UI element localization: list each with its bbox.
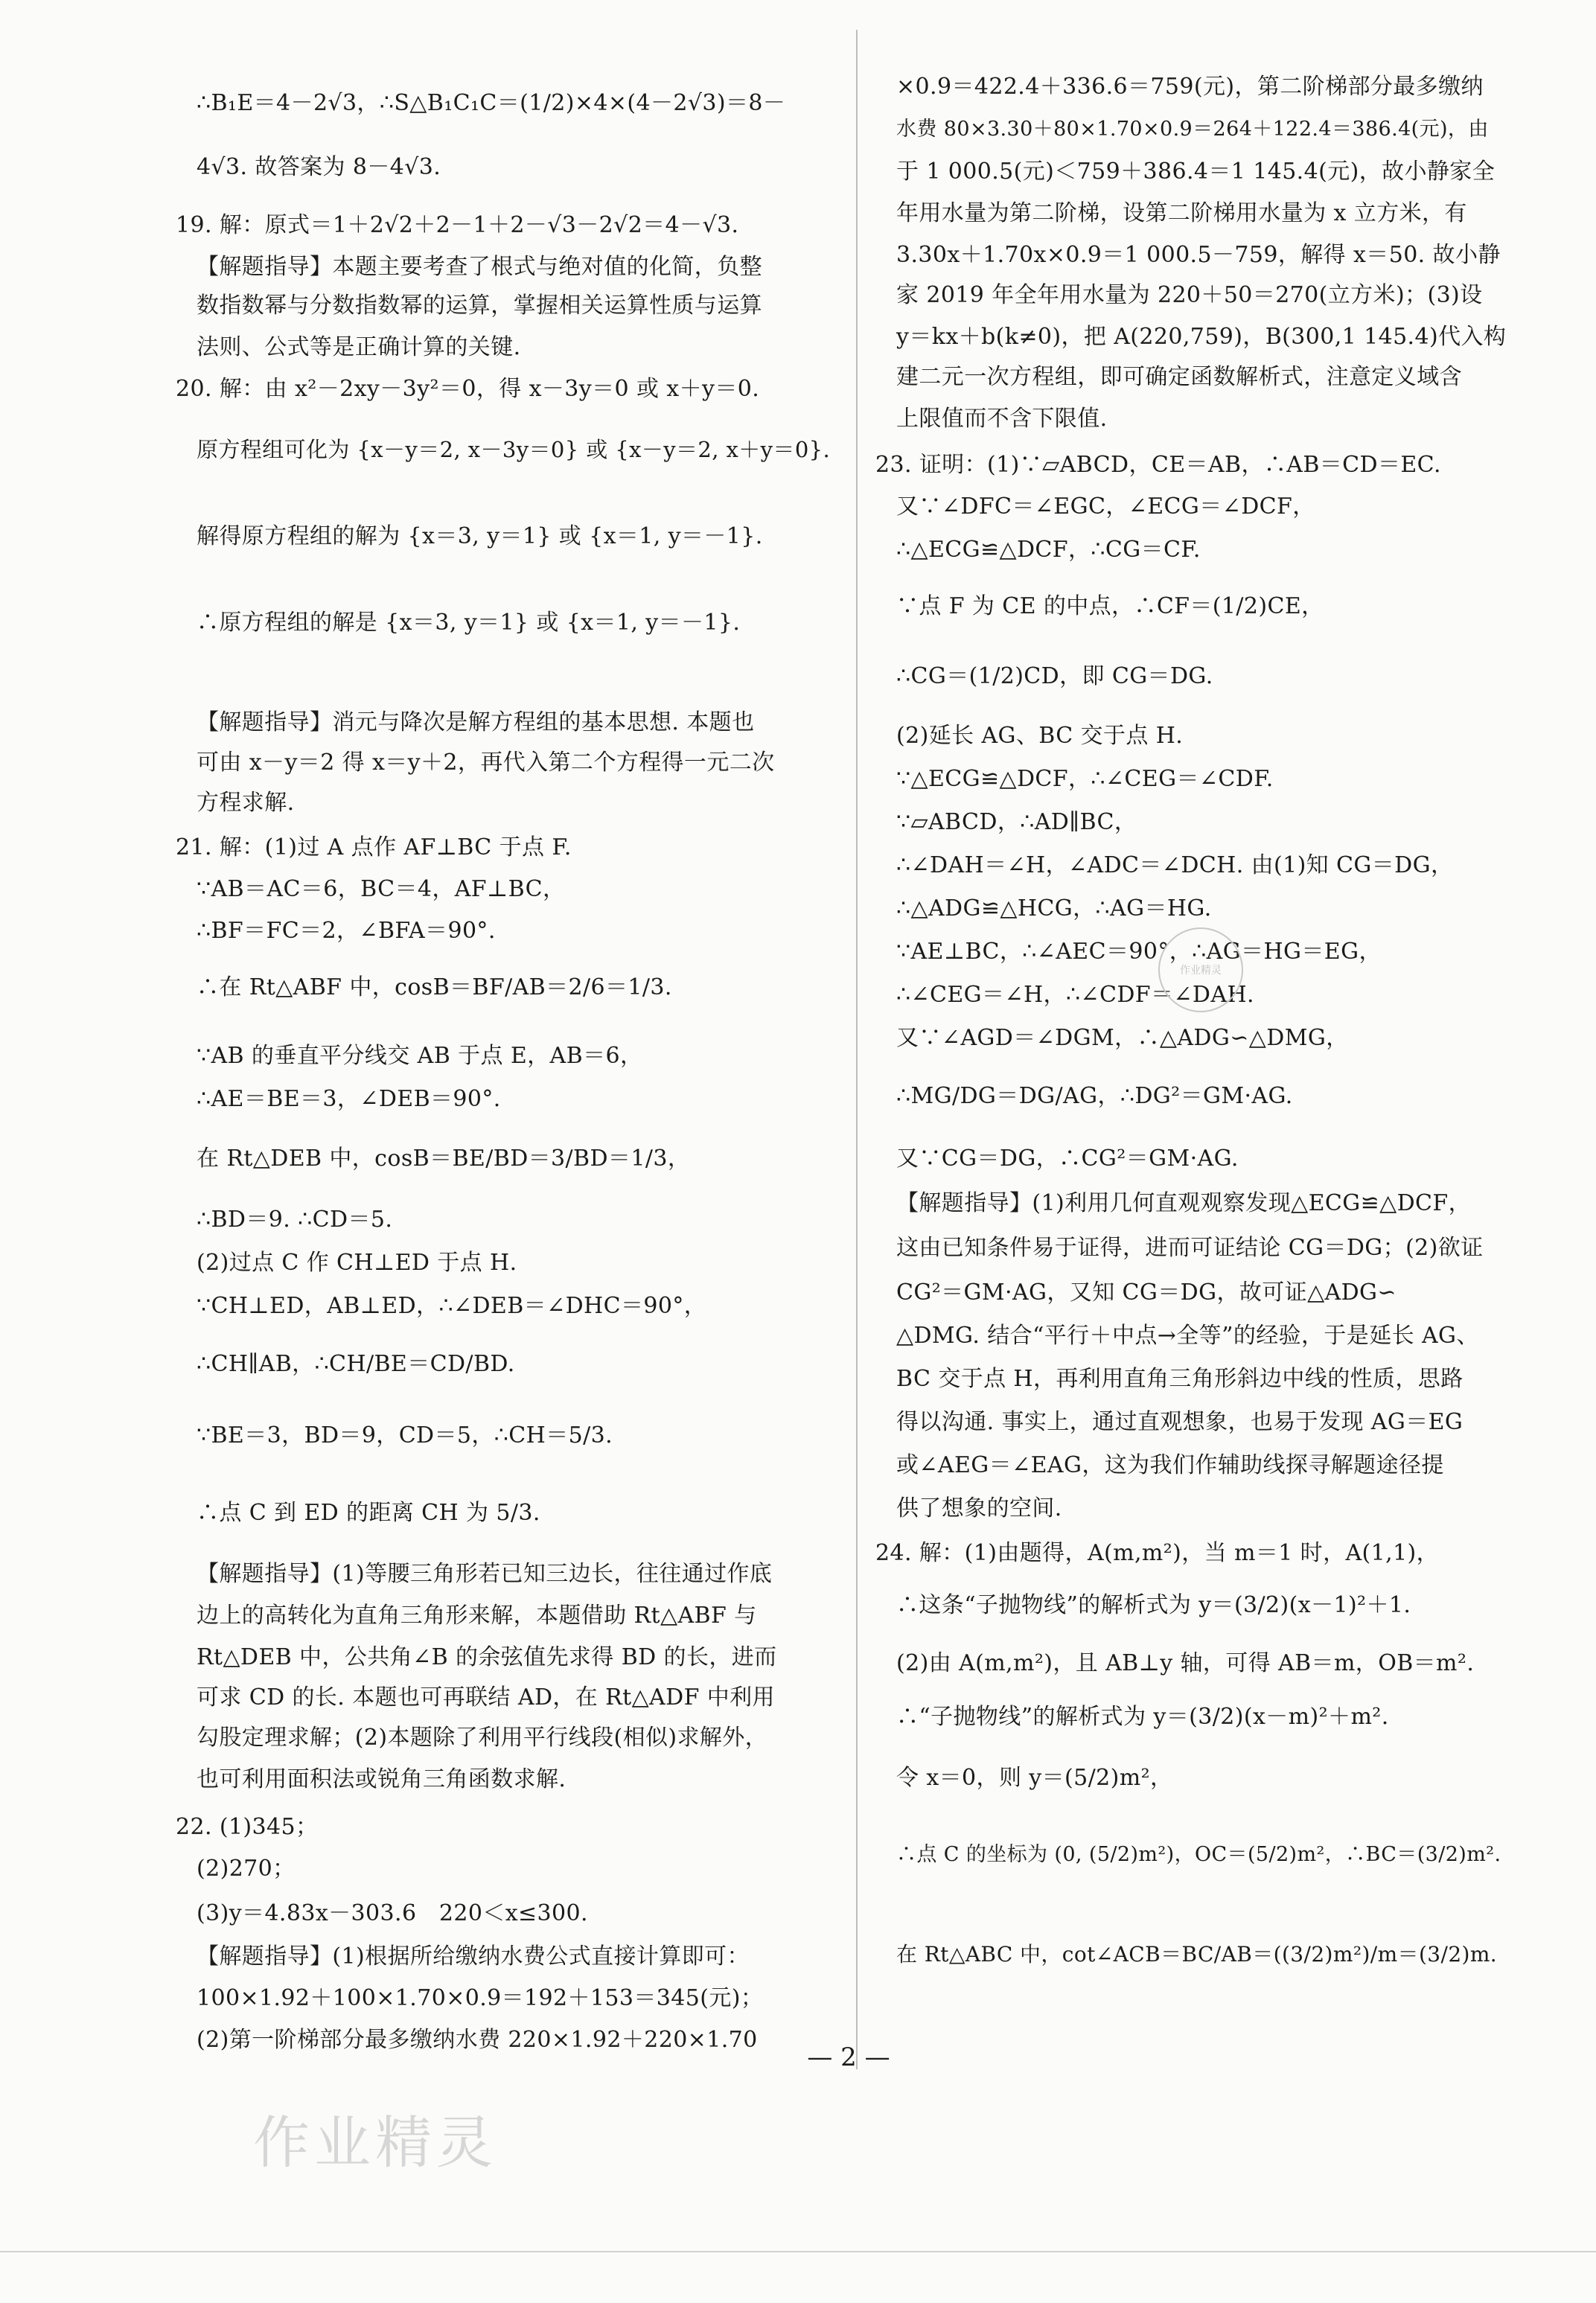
line-left-0: ∴B₁E＝4－2√3，∴S△B₁C₁C＝(1/2)×4×(4－2√3)＝8－ — [197, 90, 786, 116]
line-left-30: 勾股定理求解；(2)本题除了利用平行线段(相似)求解外， — [197, 1725, 768, 1751]
line-right-1: 水费 80×3.30＋80×1.70×0.9＝264＋122.4＝386.4(元)，由 — [896, 118, 1489, 141]
line-right-25: 这由已知条件易于证得，进而可证结论 CG＝DG；(2)欲证 — [896, 1235, 1484, 1261]
line-left-15: ∴BF＝FC＝2，∠BFA＝90°. — [197, 918, 496, 944]
line-right-27: △DMG. 结合“平行＋中点→全等”的经验，于是延长 AG、 — [896, 1323, 1479, 1349]
line-left-1: 4√3. 故答案为 8－4√3. — [197, 154, 441, 180]
line-right-24: 【解题指导】(1)利用几何直观观察发现△ECG≌△DCF， — [896, 1190, 1472, 1216]
line-left-21: (2)过点 C 作 CH⊥ED 于点 H. — [197, 1250, 517, 1276]
line-right-16: ∵▱ABCD，∴AD∥BC， — [896, 809, 1137, 835]
line-right-11: ∴△ECG≌△DCF，∴CG＝CF. — [896, 537, 1201, 563]
line-right-10: 又∵∠DFC＝∠EGC，∠ECG＝∠DCF， — [896, 494, 1315, 520]
line-left-3: 【解题指导】本题主要考查了根式与绝对值的化简，负整 — [197, 254, 762, 280]
line-left-22: ∵CH⊥ED，AB⊥ED，∴∠DEB＝∠DHC＝90°， — [197, 1293, 707, 1319]
q20-line: 20. 解：由 x²－2xy－3y²＝0，得 x－3y＝0 或 x＋y＝0. — [176, 376, 760, 402]
line-right-15: ∵△ECG≌△DCF，∴∠CEG＝∠CDF. — [896, 766, 1274, 792]
line-right-13: ∴CG＝(1/2)CD，即 CG＝DG. — [896, 663, 1213, 689]
line-left-17: ∵AB 的垂直平分线交 AB 于点 E，AB＝6， — [197, 1043, 643, 1069]
line-left-9: ∴原方程组的解是 {x＝3, y＝1} 或 {x＝1, y＝－1}. — [197, 610, 741, 636]
footer-rule — [0, 2251, 1596, 2252]
line-left-7: 原方程组可化为 {x－y＝2, x－3y＝0} 或 {x－y＝2, x＋y＝0}. — [197, 437, 831, 462]
line-right-28: BC 交于点 H，再利用直角三角形斜边中线的性质，思路 — [896, 1366, 1463, 1392]
line-right-2: 于 1 000.5(元)＜759＋386.4＝1 145.4(元)，故小静家全 — [896, 159, 1496, 185]
line-left-25: ∴点 C 到 ED 的距离 CH 为 5/3. — [197, 1500, 540, 1526]
line-left-10: 【解题指导】消元与降次是解方程组的基本思想. 本题也 — [197, 709, 755, 735]
line-right-17: ∴∠DAH＝∠H，∠ADC＝∠DCH. 由(1)知 CG＝DG， — [896, 852, 1454, 878]
q22-line: 22. (1)345； — [176, 1814, 319, 1840]
line-right-36: 令 x＝0，则 y＝(5/2)m²， — [896, 1765, 1173, 1791]
line-right-19: ∵AE⊥BC，∴∠AEC＝90°，∴AG＝HG＝EG， — [896, 939, 1382, 965]
stamp-seal: 作业精灵 — [1158, 927, 1243, 1012]
line-right-29: 得以沟通. 事实上，通过直观想象，也易于发现 AG＝EG — [896, 1409, 1463, 1435]
line-left-34: (3)y＝4.83x－303.6 220＜x≤300. — [197, 1900, 588, 1926]
line-left-37: (2)第一阶梯部分最多缴纳水费 220×1.92＋220×1.70 — [197, 2027, 758, 2053]
page-number: — 2 — — [807, 2042, 890, 2072]
line-left-4: 数指数幂与分数指数幂的运算，掌握相关运算性质与运算 — [197, 293, 762, 319]
q24-line: 24. 解：(1)由题得，A(m,m²)，当 m＝1 时，A(1,1)， — [875, 1540, 1440, 1566]
line-left-19: 在 Rt△DEB 中，cosB＝BE/BD＝3/BD＝1/3， — [197, 1146, 691, 1172]
watermark-logo: 作业精灵 — [253, 2109, 497, 2176]
line-left-12: 方程求解. — [197, 790, 295, 816]
line-left-35: 【解题指导】(1)根据所给缴纳水费公式直接计算即可： — [197, 1943, 750, 1970]
line-right-21: 又∵∠AGD＝∠DGM，∴△ADG∽△DMG， — [896, 1025, 1349, 1051]
line-right-22: ∴MG/DG＝DG/AG，∴DG²＝GM·AG. — [896, 1083, 1293, 1109]
line-right-0: ×0.9＝422.4＋336.6＝759(元)，第二阶梯部分最多缴纳 — [896, 74, 1484, 100]
line-left-33: (2)270； — [197, 1856, 296, 1882]
column-divider — [856, 30, 858, 2069]
q21-line: 21. 解：(1)过 A 点作 AF⊥BC 于点 F. — [176, 834, 572, 860]
line-right-5: 家 2019 年全年用水量为 220＋50＝270(立方米)；(3)设 — [896, 282, 1483, 308]
line-left-23: ∴CH∥AB，∴CH/BE＝CD/BD. — [197, 1351, 515, 1377]
line-right-12: ∵点 F 为 CE 的中点，∴CF＝(1/2)CE， — [896, 593, 1324, 619]
line-left-31: 也可利用面积法或锐角三角函数求解. — [197, 1766, 566, 1792]
line-right-6: y＝kx＋b(k≠0)，把 A(220,759)，B(300,1 145.4)代入构 — [896, 324, 1507, 350]
line-right-4: 3.30x＋1.70x×0.9＝1 000.5－759，解得 x＝50. 故小静 — [896, 242, 1501, 268]
line-right-35: ∴“子抛物线”的解析式为 y＝(3/2)(x－m)²＋m². — [896, 1704, 1389, 1730]
line-left-11: 可由 x－y＝2 得 x＝y＋2，再代入第二个方程得一元二次 — [197, 750, 775, 776]
line-left-27: 边上的高转化为直角三角形来解，本题借助 Rt△ABF 与 — [197, 1603, 757, 1629]
line-right-34: (2)由 A(m,m²)，且 AB⊥y 轴，可得 AB＝m，OB＝m². — [896, 1650, 1475, 1676]
line-right-30: 或∠AEG＝∠EAG，这为我们作辅助线探寻解题途径提 — [896, 1452, 1444, 1478]
line-right-33: ∴这条“子抛物线”的解析式为 y＝(3/2)(x－1)²＋1. — [896, 1592, 1411, 1618]
line-right-20: ∴∠CEG＝∠H，∴∠CDF＝∠DAH. — [896, 982, 1254, 1008]
line-left-28: Rt△DEB 中，公共角∠B 的余弦值先求得 BD 的长，进而 — [197, 1644, 777, 1670]
line-right-14: (2)延长 AG、BC 交于点 H. — [896, 723, 1184, 749]
line-right-7: 建二元一次方程组，即可确定函数解析式，注意定义域含 — [896, 364, 1462, 390]
line-left-29: 可求 CD 的长. 本题也可再联结 AD，在 Rt△ADF 中利用 — [197, 1684, 775, 1711]
q19-line: 19. 解：原式＝1＋2√2＋2－1＋2－√3－2√2＝4－√3. — [176, 212, 739, 238]
line-left-36: 100×1.92＋100×1.70×0.9＝192＋153＝345(元)； — [197, 1985, 764, 2011]
line-right-23: 又∵CG＝DG，∴CG²＝GM·AG. — [896, 1146, 1239, 1172]
q23-line: 23. 证明：(1)∵▱ABCD，CE＝AB，∴AB＝CD＝EC. — [875, 452, 1441, 478]
line-left-24: ∵BE＝3，BD＝9，CD＝5，∴CH＝5/3. — [197, 1422, 613, 1448]
line-right-18: ∴△ADG≌△HCG，∴AG＝HG. — [896, 895, 1212, 921]
line-right-3: 年用水量为第二阶梯，设第二阶梯用水量为 x 立方米，有 — [896, 200, 1467, 226]
line-left-5: 法则、公式等是正确计算的关键. — [197, 334, 521, 360]
line-left-18: ∴AE＝BE＝3，∠DEB＝90°. — [197, 1086, 501, 1112]
line-left-8: 解得原方程组的解为 {x＝3, y＝1} 或 {x＝1, y＝－1}. — [197, 523, 763, 549]
line-right-37: ∴点 C 的坐标为 (0, (5/2)m²)，OC＝(5/2)m²，∴BC＝(3/2)m². — [896, 1843, 1501, 1866]
line-right-26: CG²＝GM·AG，又知 CG＝DG，故可证△ADG∽ — [896, 1280, 1396, 1306]
line-right-31: 供了想象的空间. — [896, 1495, 1062, 1521]
line-right-8: 上限值而不含下限值. — [896, 406, 1108, 432]
line-left-16: ∴在 Rt△ABF 中，cosB＝BF/AB＝2/6＝1/3. — [197, 974, 672, 1000]
line-right-38: 在 Rt△ABC 中，cot∠ACB＝BC/AB＝((3/2)m²)/m＝(3/2)m. — [896, 1942, 1498, 1967]
line-left-14: ∵AB＝AC＝6，BC＝4，AF⊥BC， — [197, 876, 566, 902]
line-left-26: 【解题指导】(1)等腰三角形若已知三边长，往往通过作底 — [197, 1561, 773, 1587]
line-left-20: ∴BD＝9. ∴CD＝5. — [197, 1207, 393, 1233]
